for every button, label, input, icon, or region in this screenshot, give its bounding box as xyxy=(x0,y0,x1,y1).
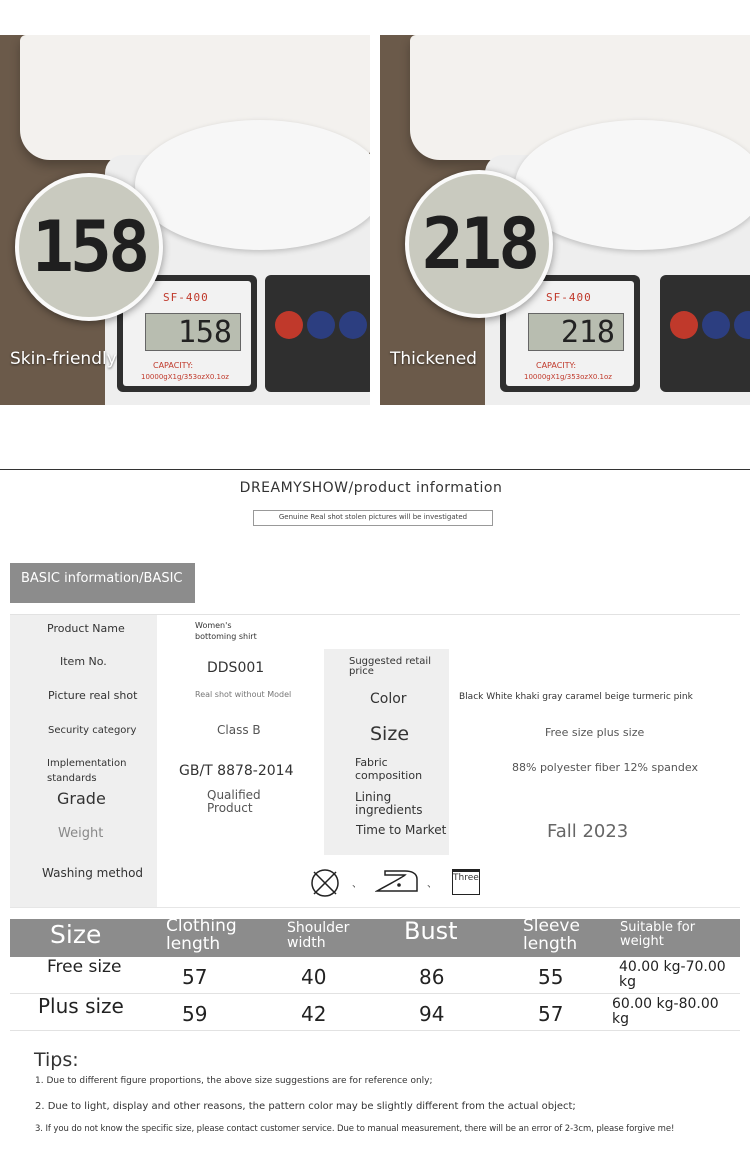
scale-capacity-label: CAPACITY: xyxy=(153,361,194,370)
product-info-table xyxy=(10,614,740,890)
sleeve-length-value: 57 xyxy=(538,1002,564,1026)
table-row xyxy=(10,685,740,718)
table-row xyxy=(10,649,740,686)
suitable-weight-value: 40.00 kg-70.00 kg xyxy=(619,959,726,990)
market-value: Fall 2023 xyxy=(547,821,629,842)
size-table-header xyxy=(10,916,740,957)
tip-item: 3. If you do not know the specific size, please contact customer service. Due to manual measurement, there will be an error of 2-3cm, please forgive me! xyxy=(35,1124,675,1134)
table-row xyxy=(10,855,740,908)
shoulder-width-value: 42 xyxy=(301,1002,327,1026)
copyright-notice: Genuine Real shot stolen pictures will be investigated xyxy=(253,510,493,526)
shoulder-width-header: Shoulder width xyxy=(287,920,350,951)
wash-icon-text: Three xyxy=(453,873,479,883)
scale-buttons xyxy=(660,275,750,392)
market-label: Time to Market xyxy=(356,823,447,837)
suitable-weight-value: 60.00 kg-80.00 kg xyxy=(612,996,719,1027)
lining-label: Lining ingredients xyxy=(355,790,423,817)
three-icon xyxy=(452,869,480,895)
brand-header: DREAMYSHOW/product information xyxy=(239,480,503,496)
wash-separator: 、 xyxy=(427,879,437,890)
size-name: Free size xyxy=(47,957,122,977)
section-divider xyxy=(0,469,750,470)
size-value: Free size plus size xyxy=(545,726,645,739)
bust-value: 86 xyxy=(419,965,445,989)
product-name-label: Product Name xyxy=(47,622,125,635)
size-header: Size xyxy=(50,920,102,949)
iron-low-icon xyxy=(375,867,419,895)
scale-photo-right xyxy=(380,35,750,405)
scale-lcd-reading: 218 xyxy=(528,313,624,351)
wash-separator: 、 xyxy=(352,879,362,890)
product-name-value: Women's bottoming shirt xyxy=(195,621,257,641)
picture-label: Picture real shot xyxy=(48,689,138,702)
bust-value: 94 xyxy=(419,1002,445,1026)
fabric-value: 88% polyester fiber 12% spandex xyxy=(512,761,698,774)
magnified-reading: 158 xyxy=(15,173,163,321)
bust-header: Bust xyxy=(404,917,458,945)
section-tab-basic-info: BASIC information/BASIC xyxy=(10,563,195,603)
scale-capacity-detail: 10000gX1g/353ozX0.1oz xyxy=(524,373,612,381)
clothing-length-header: Clothing length xyxy=(166,916,237,954)
fabric-label: Fabric composition xyxy=(355,756,423,782)
table-row xyxy=(10,717,740,754)
scale-capacity-detail: 10000gX1g/353ozX0.1oz xyxy=(141,373,229,381)
scale-model: SF-400 xyxy=(546,291,592,304)
security-value: Class B xyxy=(217,723,261,737)
retail-price-label: Suggested retail price xyxy=(349,656,431,677)
suitable-weight-header: Suitable for weight xyxy=(620,920,696,949)
tip-item: 2. Due to light, display and other reasons, the pattern color may be slightly different from the actual object; xyxy=(35,1101,576,1112)
standards-label: Implementation standards xyxy=(47,758,127,784)
photo-caption: Skin-friendly xyxy=(10,349,117,369)
grade-label: Grade xyxy=(57,789,106,808)
item-no-value: DDS001 xyxy=(207,660,265,676)
clothing-length-value: 59 xyxy=(182,1002,208,1026)
tips-title: Tips: xyxy=(34,1049,79,1071)
table-row xyxy=(10,821,740,856)
sleeve-length-value: 55 xyxy=(538,965,564,989)
table-row xyxy=(10,753,740,790)
no-tumble-dry-icon xyxy=(309,868,345,898)
sleeve-length-header: Sleeve length xyxy=(523,916,580,954)
magnified-reading: 218 xyxy=(405,170,553,318)
scale-model: SF-400 xyxy=(163,291,209,304)
washing-label: Washing method xyxy=(42,866,144,880)
table-row xyxy=(10,789,740,822)
security-label: Security category xyxy=(48,725,137,736)
table-row xyxy=(10,957,740,994)
photo-caption: Thickened xyxy=(390,349,477,369)
picture-value: Real shot without Model xyxy=(195,690,292,699)
table-row xyxy=(10,615,740,650)
scale-capacity-label: CAPACITY: xyxy=(536,361,577,370)
color-label: Color xyxy=(370,691,407,707)
scale-buttons xyxy=(265,275,370,392)
size-label: Size xyxy=(370,723,410,745)
grade-value: Qualified Product xyxy=(207,788,261,815)
item-no-label: Item No. xyxy=(60,655,107,668)
size-name: Plus size xyxy=(38,994,124,1018)
shoulder-width-value: 40 xyxy=(301,965,327,989)
color-value: Black White khaki gray caramel beige turmeric pink xyxy=(459,692,693,702)
scale-photo-left xyxy=(0,35,370,405)
scale-plate xyxy=(135,120,370,250)
scale-lcd-reading: 158 xyxy=(145,313,241,351)
weight-label: Weight xyxy=(58,826,104,841)
standards-value: GB/T 8878-2014 xyxy=(179,763,294,779)
clothing-length-value: 57 xyxy=(182,965,208,989)
tip-item: 1. Due to different figure proportions, the above size suggestions are for reference only; xyxy=(35,1076,433,1086)
table-row xyxy=(10,994,740,1031)
